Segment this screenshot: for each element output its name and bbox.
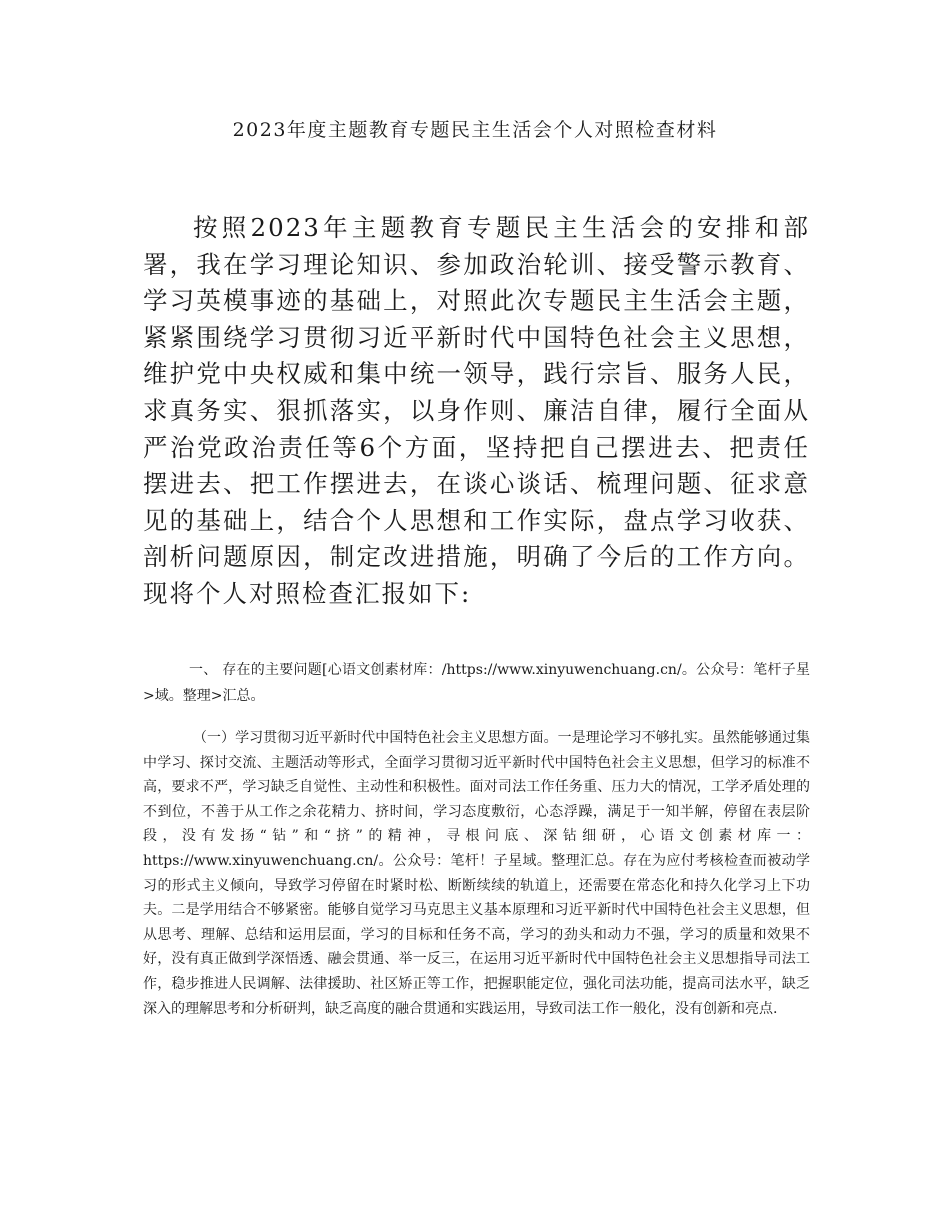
document-title: 2023年度主题教育专题民主生活会个人对照检查材料: [232, 119, 718, 141]
body-paragraph: （一）学习贯彻习近平新时代中国特色社会主义思想方面。一是理论学习不够扎实。虽然能够通过集中学习、探讨交流、主题活动等形式，全面学习贯彻习近平新时代中国特色社会主义思想，但学习的标准不高，要求不严，学习缺乏自觉性、主动性和积极性。面对司法工作任务重、压力大的情况，工学矛盾处理的不到位，不善于从工作之余花精力、挤时间，学习态度敷衍，心态浮躁，满足于一知半解，停留在表层阶段，没有发扬“钻”和“挤”的精神，寻根问底、深钻细研，心语文创素材库一：https://www.xinyuwenchuang.cn/。公众号：笔杆！子星域。整理汇总。存在为应付考核检查而被动学习的形式主义倾向，导致学习停留在时紧时松、断断续续的轨道上，还需要在常态化和持久化学习上下功夫。二是学用结合不够紧密。能够自觉学习马克思主义基本原理和习近平新时代中国特色社会主义思想，但从思考、理解、总结和运用层面，学习的目标和任务不高，学习的劲头和动力不强，学习的质量和效果不好，没有真正做到学深悟透、融会贯通、举一反三，在运用习近平新时代中国特色社会主义思想指导司法工作，稳步推进人民调解、法律援助、社区矫正等工作，把握职能定位，强化司法功能，提高司法水平，缺乏深入的理解思考和分析研判，缺乏高度的融合贯通和实践运用，导致司法工作一般化，没有创新和亮点.: [143, 730, 810, 1017]
intro-paragraph: 按照2023年主题教育专题民主生活会的安排和部署，我在学习理论知识、参加政治轮训、接受警示教育、学习英模事迹的基础上，对照此次专题民主生活会主题，紧紧围绕学习贯彻习近平新时代中国特色社会主义思想，维护党中央权威和集中统一领导，践行宗旨、服务人民，求真务实、狠抓落实，以身作则、廉洁自律，履行全面从严治党政治责任等6个方面，坚持把自己摆进去、把责任摆进去、把工作摆进去，在谈心谈话、梳理问题、征求意见的基础上，结合个人思想和工作实际，盘点学习收获、剖析问题原因，制定改进措施，明确了今后的工作方向。现将个人对照检查汇报如下:: [143, 213, 810, 608]
section-heading: 一、 存在的主要问题[心语文创素材库：/https://www.xinyuwenchuang.cn/。公众号：笔杆子星>域。整理>汇总。: [143, 662, 810, 704]
